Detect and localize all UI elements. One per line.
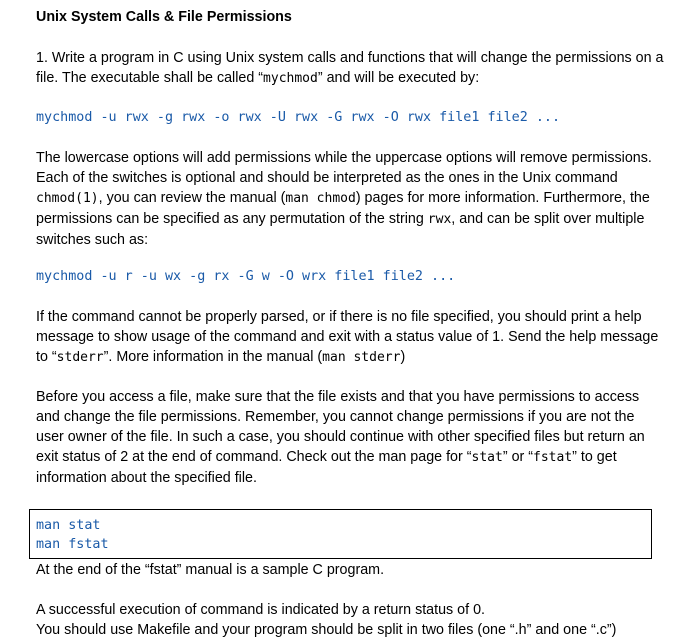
man-pages-code-box: [29, 509, 652, 559]
quote-mark: “: [528, 449, 534, 465]
quote-mark: ”: [502, 449, 508, 465]
text-segment: 1. Write a program in C using Unix system calls and functions that will change the permissions on a file. The executable shall be called: [36, 50, 664, 86]
paragraph-task-description: [36, 48, 666, 89]
command-example-1: mychmod -u rwx -g rwx -o rwx -U rwx -G rwx -O rwx file1 file2 ...: [36, 110, 561, 125]
inline-code-man-stderr: man stderr: [322, 350, 401, 365]
inline-code-stderr: stderr: [56, 350, 104, 365]
inline-code-fstat: fstat: [533, 450, 573, 465]
quote-mark: “: [258, 70, 264, 86]
inline-code-stat: stat: [471, 450, 503, 465]
text-segment: ) pages for more information. Furthermore, the permissions can be specified as any permutation of the string: [36, 190, 650, 227]
paragraph-parse-error: [36, 307, 666, 368]
text-segment: , and can be split over multiple switches such as:: [36, 211, 645, 248]
text-segment: ): [400, 349, 406, 365]
inline-code-chmod1: chmod(1): [36, 191, 99, 206]
paragraph-makefile: You should use Makefile and your program should be split in two files (one “.h” and one “.c”): [36, 622, 617, 638]
page-title: Unix System Calls & File Permissions: [36, 9, 292, 25]
text-segment: . More information in the manual (: [108, 349, 323, 365]
quote-mark: ”: [103, 349, 109, 365]
paragraph-options-explanation: [36, 148, 666, 250]
quote-mark: ”: [572, 449, 577, 465]
quote-mark: ”: [317, 70, 323, 86]
text-segment: to get information about the specified file.: [36, 449, 617, 486]
text-segment: The lowercase options will add permissions while the uppercase options will remove permissions. Each of the switches is optional and should be interpreted as the ones in the Unix command: [36, 150, 652, 186]
paragraph-success-status: A successful execution of command is indicated by a return status of 0.: [36, 602, 485, 618]
quote-mark: “: [51, 349, 57, 365]
text-segment: Before you access a file, make sure that the file exists and that you have permissions to access and change the file permissions. Remember, you cannot change permissions if you are not the user owner of the file. In such a case, you should continue with other specified files but return an exit status of 2 at the end of command. Check out the man page for: [36, 389, 645, 465]
program-name: mychmod: [263, 71, 318, 86]
code-line-man-stat: man stat: [36, 518, 101, 533]
quote-mark: “: [466, 449, 472, 465]
inline-code-man-chmod: man chmod: [285, 191, 356, 206]
text-segment: or: [507, 449, 529, 465]
code-line-man-fstat: man fstat: [36, 537, 109, 552]
inline-code-rwx: rwx: [427, 212, 452, 227]
paragraph-fstat-sample: At the end of the “fstat” manual is a sample C program.: [36, 562, 385, 578]
text-segment: and will be executed by:: [322, 70, 480, 86]
text-segment: , you can review the manual (: [98, 190, 286, 206]
text-segment: If the command cannot be properly parsed, or if there is no file specified, you should print a help message to show usage of the command and exit with a status value of 1. Send the help message to: [36, 309, 659, 365]
paragraph-file-access: [36, 387, 666, 488]
command-example-2: mychmod -u r -u wx -g rx -G w -O wrx file1 file2 ...: [36, 269, 456, 284]
